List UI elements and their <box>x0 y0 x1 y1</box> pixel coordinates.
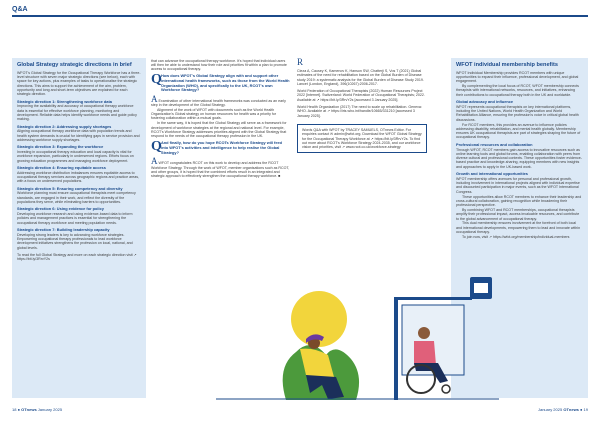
reference-1: Cieza A, Causey K, Kamenov K, Hanson SW, Chatterji S, Vos T (2021) Global estimates of the need for rehabilitation based on the Global Burden of Disease study 2019: a systematic analysis for the Global Burden of Disease Study 2019. Lancet (London, England), 396(10267):2006-2017. <box>297 69 424 86</box>
benefit-text: WFOT represents occupational therapists on key international platforms, including the United Nations, World Health Organization and World Rehabilitation Alliance, ensuring the profession's voice in critical global health discussions. <box>456 104 579 122</box>
benefit-text: By combining WFOT and RCOT memberships, occupational therapists amplify their professional impact, access invaluable resources, and contribute to the global advancement of occupational therapy. <box>456 207 580 221</box>
footer-publication: OTnews <box>21 407 37 412</box>
direction-text-1: Improving the availability and accuracy of occupational therapy workforce data is essential for effective workforce planning, monitoring and development. Reliable data helps identify workforce needs and guide policy making. <box>17 104 137 122</box>
footer-page-number: 18 <box>12 407 17 412</box>
answer-1-p1: Examination of other international health frameworks was conducted as an early step in the development of the Global Strategy. <box>151 98 286 108</box>
box-paragraph: By complementing the local focus of RCOT, WFOT membership connects therapists with international networks, resources, and initiatives, enhancing their contributions to occupational therapy both in the UK and worldwide. <box>456 84 579 97</box>
continued-paragraph: that can advance the occupational therapy workforce. It's hoped that individual users will then be able to understand how their role and priorities fit within a plan to promote access to occupational therapy. <box>151 58 287 72</box>
question-2-text: And finally, how do you hope RCOTs Workforce Strategy will feed into WFOT's activities and intelligence to help realise the Global Strategy? <box>161 140 283 155</box>
question-1-text: How does WFOT's Global Strategy align with and support other international health frameworks, such as those from the World Health Organization (WHO), and specifically to the UK, RCOT's own Workforce Strategy? <box>161 73 290 93</box>
answer-2 <box>151 157 290 178</box>
benefit-heading-2: Professional resources and collaboration <box>456 141 533 147</box>
wheelchair-caster-icon <box>442 385 450 393</box>
box-intro: WFOT's Global Strategy for the Occupational Therapy Workforce has a three-level structure with seven major strategic directions (see below), each with space for key actions, plus examples of tasks to operationalise the strategic directions. This aims to support the achievement of the aim, problem, opportunity and long and short-term objectives are explained for each strategic direction. <box>17 70 141 97</box>
shelter-roof <box>394 297 472 300</box>
page-header: Q&A <box>12 6 28 13</box>
benefit-text: This dual membership ensures involvement at the forefront of both local and international developments, empowering them to lead and innovate within occupational therapy. <box>456 221 581 234</box>
direction-heading-3: Strategic direction 3: Expanding the workforce <box>17 144 104 150</box>
direction-text-2: Aligning occupational therapy workforce data with population trends and health system demands is crucial for identifying gaps in service provision and addressing workforce supply shortages. <box>17 129 140 142</box>
box-intro: WFOT Individual Membership provides RCOT members with unique opportunities to expand their influence, professional development, and global engagement. <box>456 70 579 84</box>
bus-sign-icon <box>474 283 488 293</box>
direction-heading-7: Strategic direction 7: Building leadership capacity <box>17 227 110 232</box>
benefit-text: For RCOT members, this provides an avenue to influence policies addressing disability, rehabilitation, and mental health globally. Membership ensures UK occupational therapists are part of strategies shaping the future of occupational therapy. <box>456 122 581 140</box>
shelter-post <box>394 300 398 400</box>
footer-date: January 2025 <box>537 407 563 412</box>
direction-heading-2: Strategic direction 2: Addressing supply shortages <box>17 123 112 129</box>
direction-heading-5: Strategic direction 5: Ensuring competency and diversity <box>17 185 123 191</box>
benefit-text: Through WFOT, RCOT members gain access to innovative resources such as online learning tools and global forums, enabling collaboration with peers from diverse cultural and professional contexts. These opportunities foster evidence-based practice and knowledge-sharing, equipping members with new insights and approaches to apply in the UK-based work. <box>456 147 582 169</box>
answer-1 <box>151 95 290 108</box>
qa-column <box>151 58 290 258</box>
join-link[interactable]: To join now, visit ↗ https://wfot.org/membership/individual-members <box>462 234 570 239</box>
benefit-text: WFOT membership offers avenues for personal and professional growth, including involvement in international projects aligned with individual expertise and discounted participation in major events, such as the WFOT International Congress. <box>456 176 580 194</box>
strategic-directions-box <box>12 58 146 398</box>
benefit-heading-1: Global advocacy and influence <box>456 99 514 105</box>
answer-1-p3: In the same way, it is hoped that the Global Strategy will serve as a framework for development of workforce strategies at the regional and national level. For example, RCOT's Workforce Strategy addresses priorities aligned with the Global Strategy that respond to the needs of the occupational therapy profession in the UK. <box>151 121 287 139</box>
person-top <box>414 341 436 365</box>
benefit-text: These opportunities allow RCOT members to enhance their leadership and cross-cultural collaboration, gaining recognition while broadening their professional perspective. <box>456 194 582 208</box>
direction-text-6: Developing workforce research and using evidence-based data to inform policies and management practices is essential for strengthening the occupational therapy workforce and meeting population needs. <box>17 212 133 225</box>
direction-text-7: Developing strong leaders is key to advancing workforce strategies. Empowering occupational therapy professionals to lead workforce development initiatives strengthens the profession on local, national, and global levels. <box>17 232 133 250</box>
direction-text-4: Addressing workforce distribution imbalances ensures equitable access to occupational therapy services across geographic regions and practice areas, with a focus on underserved populations. <box>17 170 140 184</box>
answer-1-p2: Alignment of the work of WFOT with documents such as the World Health Organization's Global strategy on human resources for health was a priority for fostering collaboration within a mutual goals. <box>151 107 277 121</box>
a-letter: A <box>151 156 158 167</box>
direction-heading-6: Strategic direction 6: Using evidence for policy <box>17 206 104 212</box>
direction-heading-4: Strategic direction 4: Ensuring equitable access <box>17 164 106 170</box>
box-closing-link[interactable]: To read the full Global Strategy and more on each strategic direction visit ↗ https://bit.ly/3RrvY2s <box>17 252 137 262</box>
question-2 <box>151 141 290 155</box>
direction-heading-1: Strategic direction 1: Strengthening workforce data <box>17 98 112 104</box>
a-letter: A <box>151 93 158 104</box>
footer-publication: OTnews <box>563 407 579 412</box>
direction-text-5: Workforce planning must ensure occupational therapists meet competency standards, are engaged in their work, and reflect the diversity of the populations they serve, while eliminating barriers to opportunities. <box>17 191 136 205</box>
question-1 <box>151 74 290 92</box>
footer-page-number: 19 <box>583 407 588 412</box>
references-column <box>297 58 427 258</box>
q-letter: Q <box>151 139 162 155</box>
references-letter: R <box>297 57 304 67</box>
footer-right: January 2025 OTnews ● 19 <box>537 407 588 412</box>
direction-text-3: Investing in occupational therapy education and local capacity is vital for workforce expansion, particularly in underserved regions. Efforts focus on growing education programmes and managing workforce deployment. <box>17 150 134 163</box>
header-rule <box>12 15 588 17</box>
q-letter: Q <box>151 72 162 88</box>
person-head <box>418 327 430 339</box>
footer-date: January 2025 <box>37 407 63 412</box>
benefit-heading-3: Growth and international opportunities <box>456 171 528 177</box>
reference-3: World Health Organization (2017) The need to scale up rehabilitation. Geneva: WHO. Available at ↗ https://iris.who.int/handle/10665/331210 [accessed 3 January 2025]. <box>297 105 422 118</box>
answer-2-text: WFOT congratulates RCOT on this work to develop and address the RCOT Workforce Strategy. Through the work of WFOT, member organisations such as RCOT, and other groups, it is hoped that the combined efforts result in an integrated and strategic approach to effectively strengthen the occupational therapy workforce. ■ <box>151 161 290 179</box>
box-title: WFOT individual membership benefits <box>456 62 558 68</box>
footer-left: 18 ● OTnews January 2025 <box>12 407 63 412</box>
words-credit-box: Words Q&A with WFOT by TRACEY SAMUELS, OTnews Editor. For enquiries contact ✉ admin@wfot.org. Download the WFOT Global Strategy for the Occupational Therapy Workforce at ↗ https://bit.ly/3RrvY2s. To find out more about RCOT's Workforce Strategy 2024-2035, and our workforce vision and priorities, visit ↗ www.rcot.co.uk/workforce-strategy <box>297 124 427 153</box>
box-title: Global Strategy strategic directions in brief <box>17 62 132 68</box>
reference-2: World Federation of Occupational Therapists (2022) Human Resources Project 2022 [Internet]. Switzerland: World Federation of Occupational Therapists; 2022. Available at ↗ https://bit.ly/3RrvY2s [accessed 3 January 2025]. <box>297 89 425 102</box>
illustration <box>216 257 499 400</box>
